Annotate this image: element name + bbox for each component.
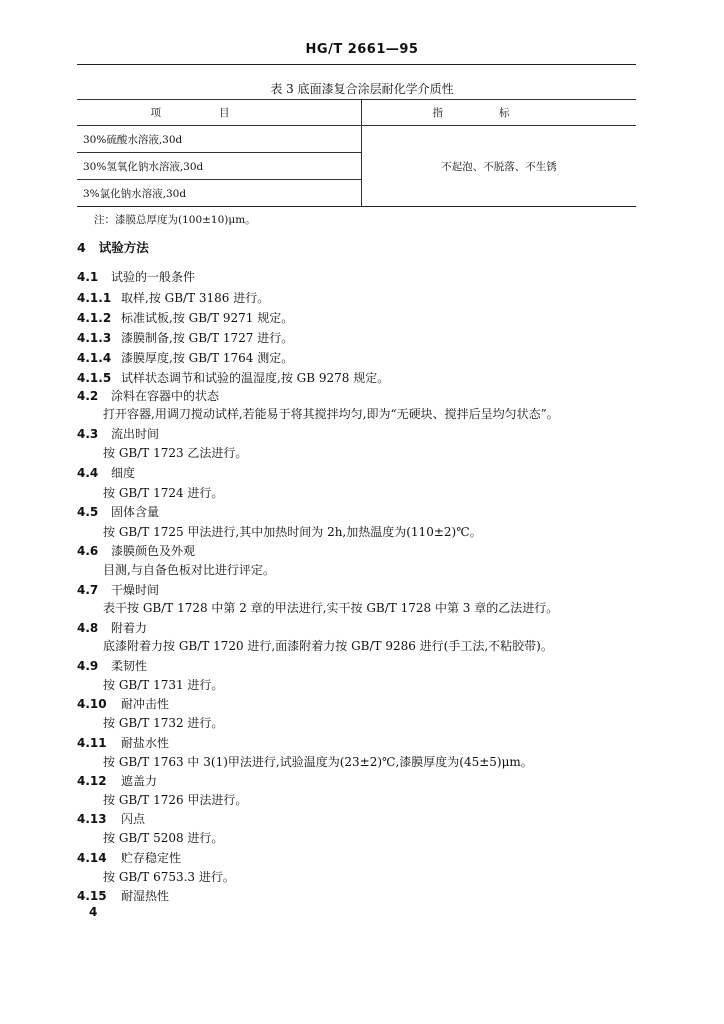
index-value-cell: 不起泡、不脱落、不生锈 [362, 126, 637, 207]
clause-text: 贮存稳定性 [121, 851, 182, 865]
clause-body [103, 677, 223, 693]
table-row-label: 30%氢氧化钠水溶液,30d [77, 153, 362, 180]
clause-text: 按 GB/T 1732 进行。 [103, 716, 224, 730]
clause-heading [77, 735, 169, 751]
column-header-index: 指标 [362, 100, 637, 126]
clause-text: 按 GB/T 1724 进行。 [103, 486, 224, 500]
clause-number: 4.4 [77, 466, 99, 480]
clause-heading [77, 310, 293, 326]
clause-heading [77, 504, 159, 520]
section-title: 试验方法 [98, 240, 149, 255]
clause-body [103, 524, 482, 540]
clause-text: 柔韧性 [111, 659, 148, 673]
table-note: 注：漆膜总厚度为(100±10)μm。 [94, 214, 256, 226]
section-heading [77, 240, 149, 256]
document-header: HG/T 2661—95 [305, 42, 419, 57]
clause-number: 4.2 [77, 389, 99, 403]
clause-number: 4.1.2 [77, 311, 112, 325]
clause-text: 漆膜厚度,按 GB/T 1764 测定。 [121, 351, 294, 365]
clause-text: 试样状态调节和试验的温湿度,按 GB 9278 规定。 [121, 371, 390, 385]
clause-heading [77, 582, 159, 598]
clause-number: 4.10 [77, 697, 107, 711]
clause-heading [77, 370, 389, 386]
clause-body [103, 445, 247, 461]
clause-heading [77, 658, 147, 674]
clause-text: 按 GB/T 6753.3 进行。 [103, 870, 235, 884]
clause-text: 按 GB/T 1763 中 3(1)甲法进行,试验温度为(23±2)℃,漆膜厚度为(45±5)μm。 [103, 755, 533, 769]
clause-number: 4.1.3 [77, 331, 112, 345]
clause-number: 4.14 [77, 851, 107, 865]
clause-text: 耐湿热性 [121, 889, 170, 903]
clause-text: 涂料在容器中的状态 [111, 389, 220, 403]
clause-number: 4.9 [77, 659, 99, 673]
clause-heading [77, 773, 157, 789]
clause-text: 打开容器,用调刀搅动试样,若能易于将其搅拌均匀,即为“无硬块、搅拌后呈均匀状态”。 [103, 407, 559, 421]
clause-body [103, 600, 558, 616]
clause-body [103, 562, 275, 578]
clause-number: 4.1.4 [77, 351, 112, 365]
clause-text: 闪点 [121, 812, 146, 826]
clause-text: 标准试板,按 GB/T 9271 规定。 [121, 311, 294, 325]
clause-heading [77, 620, 147, 636]
clause-body [103, 485, 223, 501]
clause-body [103, 830, 223, 846]
clause-number: 4.11 [77, 736, 107, 750]
clause-number: 4.13 [77, 812, 107, 826]
clause-heading [77, 543, 195, 559]
clause-heading [77, 811, 145, 827]
clause-text: 按 GB/T 1726 甲法进行。 [103, 793, 248, 807]
column-header-item: 项目 [77, 100, 362, 126]
clause-heading [77, 465, 135, 481]
table-row-label: 3%氯化钠水溶液,30d [77, 180, 362, 207]
clause-body [103, 406, 559, 422]
clause-heading [77, 269, 195, 285]
clause-number: 4.1 [77, 270, 99, 284]
clause-text: 附着力 [111, 621, 148, 635]
clause-number: 4.7 [77, 583, 99, 597]
clause-body [103, 869, 235, 885]
clause-text: 按 GB/T 5208 进行。 [103, 831, 224, 845]
clause-number: 4.6 [77, 544, 99, 558]
clause-heading [77, 696, 169, 712]
clause-text: 干燥时间 [111, 583, 160, 597]
clause-text: 按 GB/T 1731 进行。 [103, 678, 224, 692]
page-number: 4 [89, 905, 98, 919]
clause-text: 耐盐水性 [121, 736, 170, 750]
clause-text: 目测,与自备色板对比进行评定。 [103, 563, 275, 577]
clause-number: 4.12 [77, 774, 107, 788]
clause-text: 细度 [111, 466, 136, 480]
clause-text: 固体含量 [111, 505, 160, 519]
clause-number: 4.3 [77, 427, 99, 441]
clause-heading [77, 290, 269, 306]
clause-number: 4.5 [77, 505, 99, 519]
clause-heading [77, 426, 159, 442]
clause-heading [77, 350, 293, 366]
clause-text: 按 GB/T 1725 甲法进行,其中加热时间为 2h,加热温度为(110±2)℃。 [103, 525, 482, 539]
clause-heading [77, 888, 169, 904]
clause-text: 试验的一般条件 [111, 270, 196, 284]
clause-number: 4.15 [77, 889, 107, 903]
table-row-label: 30%硫酸水溶液,30d [77, 126, 362, 153]
clause-body [103, 754, 533, 770]
table-bottom-rule [77, 206, 636, 207]
chemical-resistance-table [77, 99, 636, 207]
header-rule [77, 64, 636, 65]
clause-text: 遮盖力 [121, 774, 158, 788]
clause-body [103, 792, 247, 808]
clause-text: 漆膜颜色及外观 [111, 544, 196, 558]
section-number: 4 [77, 240, 86, 255]
clause-text: 耐冲击性 [121, 697, 170, 711]
clause-text: 漆膜制备,按 GB/T 1727 进行。 [121, 331, 294, 345]
clause-text: 底漆附着力按 GB/T 1720 进行,面漆附着力按 GB/T 9286 进行(手工法,不粘胶带)。 [103, 639, 553, 653]
clause-body [103, 638, 553, 654]
clause-heading [77, 850, 181, 866]
clause-heading [77, 330, 293, 346]
clause-number: 4.1.1 [77, 291, 112, 305]
clause-number: 4.8 [77, 621, 99, 635]
clause-body [103, 715, 223, 731]
clause-text: 按 GB/T 1723 乙法进行。 [103, 446, 248, 460]
clause-text: 表干按 GB/T 1728 中第 2 章的甲法进行,实干按 GB/T 1728 中第 3 章的乙法进行。 [103, 601, 559, 615]
clause-heading [77, 388, 219, 404]
clause-number: 4.1.5 [77, 371, 112, 385]
clause-text: 流出时间 [111, 427, 160, 441]
table-caption: 表 3 底面漆复合涂层耐化学介质性 [270, 82, 454, 96]
clause-text: 取样,按 GB/T 3186 进行。 [121, 291, 270, 305]
